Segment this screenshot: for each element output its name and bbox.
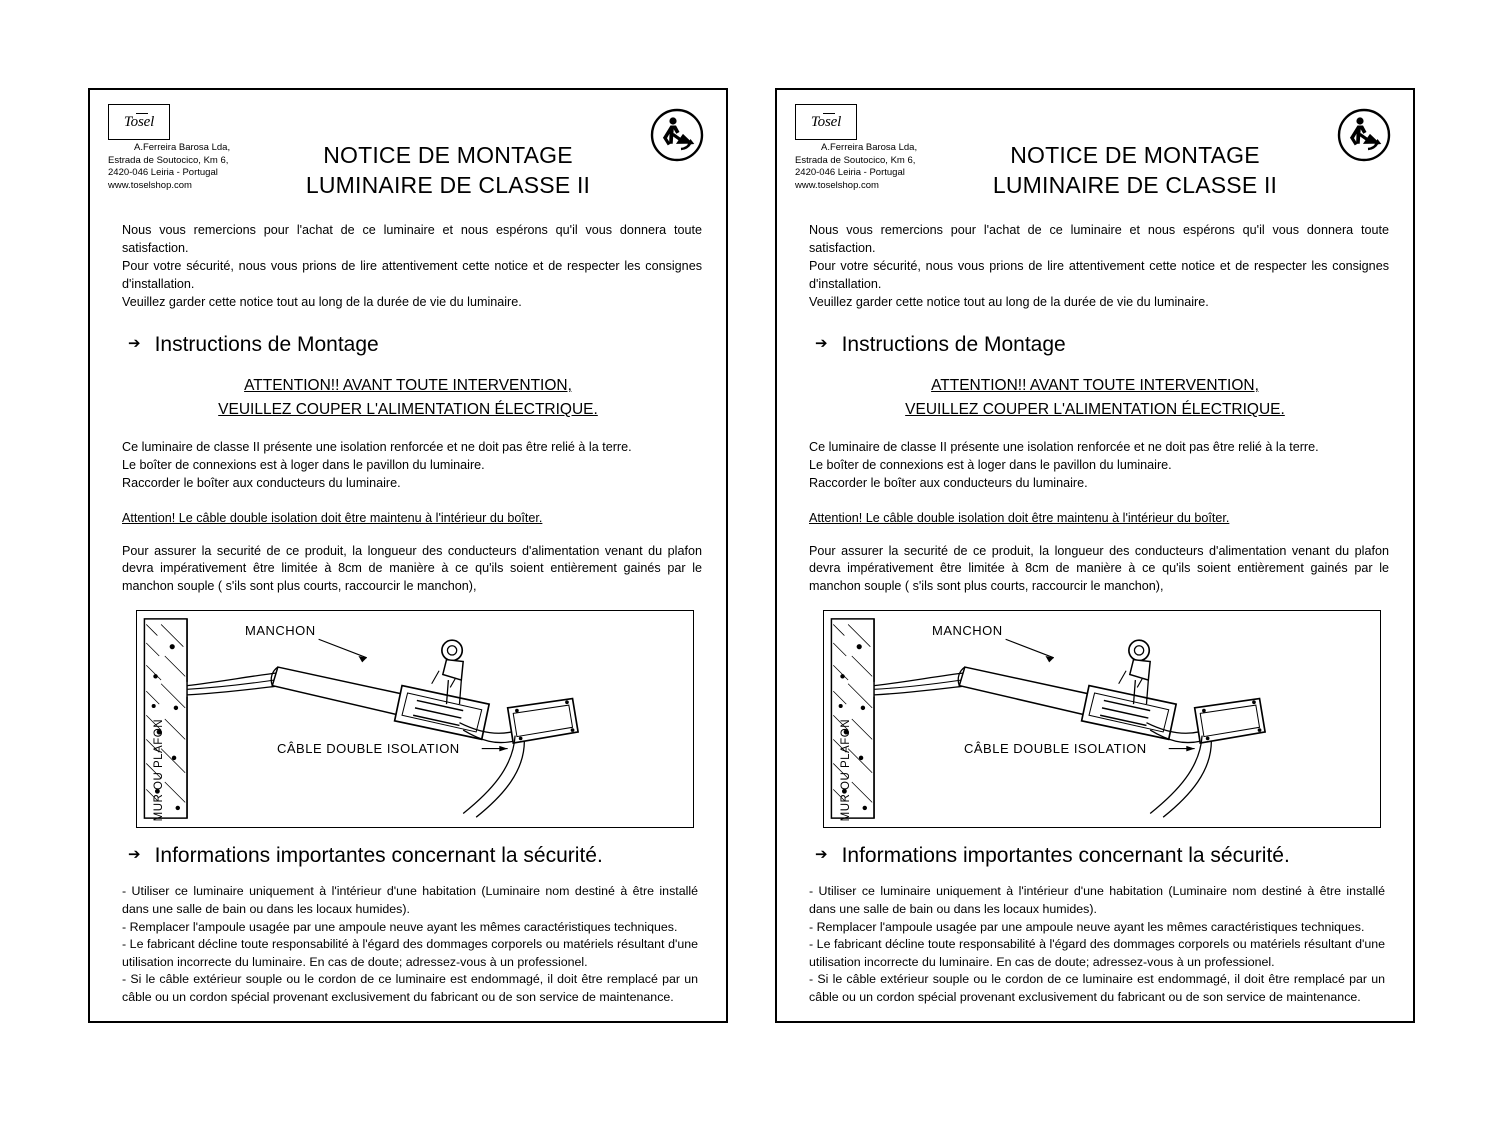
brand-block <box>795 104 967 192</box>
recycle-bin-icon <box>650 108 704 162</box>
class-info-text <box>108 439 708 493</box>
figure-label-manchon: MANCHON <box>245 623 316 639</box>
attention-note <box>795 511 1395 525</box>
section-title-safety: Informations importantes concernant la sécurité. <box>154 844 603 868</box>
safety-item: - Remplacer l'ampoule usagée par une ampoule neuve ayant les mêmes caractéristiques techniques. <box>809 919 1365 934</box>
safety-item: - Si le câble extérieur souple ou le cordon de ce luminaire est endommagé, il doit être remplacé par un câble ou un cordon spécial provenant exclusivement du fabricant ou de son service de maintenance. <box>809 972 1385 1004</box>
address-line-2: Estrada de Soutocico, Km 6, <box>108 154 229 166</box>
wiring-diagram-svg <box>137 611 693 826</box>
section-heading-instructions <box>815 333 1395 356</box>
safety-list <box>795 883 1395 1006</box>
warning-line-2: VEUILLEZ COUPER L'ALIMENTATION ÉLECTRIQUE. <box>905 400 1285 418</box>
arrow-right-icon: ➔ <box>128 845 141 863</box>
brand-block <box>108 104 280 192</box>
page-title <box>945 140 1325 201</box>
safety-item: - Le fabricant décline toute responsabilité à l'égard des dommages corporels ou matériels résultant d'une utilisation incorrecte du luminaire. En cas de doute; adressez-vous à un professionel. <box>809 937 1385 969</box>
address-line-2: Estrada de Soutocico, Km 6, <box>795 154 916 166</box>
instruction-sheet-right <box>775 88 1415 1023</box>
warning-block <box>108 374 708 421</box>
warning-line-1: ATTENTION!! AVANT TOUTE INTERVENTION, <box>931 377 1259 395</box>
length-note-text: Pour assurer la securité de ce produit, la longueur des conducteurs d'alimentation venant du plafon devra impérativement être limitée à 8cm de manière à ce qu'ils soient entièrement gainés par le manchon souple ( s'ils sont plus courts, raccourcir le manchon), <box>809 543 1389 594</box>
title-line-1: NOTICE DE MONTAGE <box>323 142 573 168</box>
address-line-3: 2420-046 Leiria - Portugal <box>108 167 218 179</box>
class-info-text <box>795 439 1395 493</box>
safety-item: - Le fabricant décline toute responsabilité à l'égard des dommages corporels ou matériels résultant d'une utilisation incorrecte du luminaire. En cas de doute; adressez-vous à un professionel. <box>122 937 698 969</box>
address-line-4: www.toselshop.com <box>108 179 192 191</box>
attention-note-text: Attention! Le câble double isolation doit être maintenu à l'intérieur du boîter. <box>809 510 1230 525</box>
wiring-diagram <box>823 610 1381 828</box>
intro-paragraph-1: Nous vous remercions pour l'achat de ce luminaire et nous espérons qu'il vous donnera toute satisfaction. <box>809 223 1389 255</box>
arrow-right-icon: ➔ <box>815 334 828 352</box>
warning-line-1: ATTENTION!! AVANT TOUTE INTERVENTION, <box>244 377 572 395</box>
title-line-2: LUMINAIRE DE CLASSE II <box>305 172 591 199</box>
safety-item: - Si le câble extérieur souple ou le cordon de ce luminaire est endommagé, il doit être remplacé par un câble ou un cordon spécial provenant exclusivement du fabricant ou de son service de maintenance. <box>122 972 698 1004</box>
section-heading-instructions <box>128 333 708 356</box>
class-info-line-2: Le boîter de connexions est à loger dans le pavillon du luminaire. <box>122 457 485 472</box>
class-info-line-2: Le boîter de connexions est à loger dans le pavillon du luminaire. <box>809 457 1172 472</box>
safety-list <box>108 883 708 1006</box>
arrow-right-icon: ➔ <box>815 845 828 863</box>
company-address <box>108 142 280 192</box>
length-note <box>795 543 1395 597</box>
class-info-line-3: Raccorder le boîter aux conducteurs du luminaire. <box>122 475 401 490</box>
sheet-header <box>108 104 708 200</box>
safety-item: - Utiliser ce luminaire uniquement à l'intérieur d'une habitation (Luminaire nom destiné à être installé dans une salle de bain ou dans les locaux humides). <box>122 884 698 916</box>
tosel-logo <box>795 104 857 140</box>
class-info-line-1: Ce luminaire de classe II présente une isolation renforcée et ne doit pas être relié à la terre. <box>809 439 1319 454</box>
company-address <box>795 142 967 192</box>
address-line-3: 2420-046 Leiria - Portugal <box>795 167 905 179</box>
intro-paragraph-3: Veuillez garder cette notice tout au long de la durée de vie du luminaire. <box>809 294 1209 309</box>
intro-paragraph-1: Nous vous remercions pour l'achat de ce luminaire et nous espérons qu'il vous donnera toute satisfaction. <box>122 223 702 255</box>
class-info-line-1: Ce luminaire de classe II présente une isolation renforcée et ne doit pas être relié à la terre. <box>122 439 632 454</box>
figure-label-manchon: MANCHON <box>932 623 1003 639</box>
attention-note <box>108 511 708 525</box>
title-line-1: NOTICE DE MONTAGE <box>1010 142 1260 168</box>
attention-note-text: Attention! Le câble double isolation doit être maintenu à l'intérieur du boîter. <box>122 510 543 525</box>
recycle-bin-icon <box>1337 108 1391 162</box>
logo-text: Tosel <box>810 113 842 130</box>
instruction-sheet-left <box>88 88 728 1023</box>
tosel-logo <box>108 104 170 140</box>
logo-text: Tosel <box>123 113 155 130</box>
intro-paragraph-3: Veuillez garder cette notice tout au long de la durée de vie du luminaire. <box>122 294 522 309</box>
figure-label-wall: MUR OU PLAFON <box>840 718 852 822</box>
warning-block <box>795 374 1395 421</box>
safety-item: - Remplacer l'ampoule usagée par une ampoule neuve ayant les mêmes caractéristiques techniques. <box>122 919 678 934</box>
warning-line-2: VEUILLEZ COUPER L'ALIMENTATION ÉLECTRIQUE. <box>218 400 598 418</box>
intro-paragraph-2: Pour votre sécurité, nous vous prions de lire attentivement cette notice et de respecter les consignes d'installation. <box>809 258 1389 291</box>
figure-label-cable: CÂBLE DOUBLE ISOLATION <box>277 741 460 757</box>
address-line-1: A.Ferreira Barosa Lda, <box>134 142 231 153</box>
sheet-header <box>795 104 1395 200</box>
page-title <box>258 140 638 201</box>
section-title-instructions: Instructions de Montage <box>841 333 1066 357</box>
address-line-1: A.Ferreira Barosa Lda, <box>821 142 918 153</box>
figure-label-wall: MUR OU PLAFON <box>153 718 165 822</box>
class-info-line-3: Raccorder le boîter aux conducteurs du luminaire. <box>809 475 1088 490</box>
section-title-safety: Informations importantes concernant la sécurité. <box>841 844 1290 868</box>
safety-item: - Utiliser ce luminaire uniquement à l'intérieur d'une habitation (Luminaire nom destiné à être installé dans une salle de bain ou dans les locaux humides). <box>809 884 1385 916</box>
intro-text <box>108 222 708 311</box>
length-note <box>108 543 708 597</box>
intro-paragraph-2: Pour votre sécurité, nous vous prions de lire attentivement cette notice et de respecter les consignes d'installation. <box>122 258 702 291</box>
length-note-text: Pour assurer la securité de ce produit, la longueur des conducteurs d'alimentation venant du plafon devra impérativement être limitée à 8cm de manière à ce qu'ils soient entièrement gainés par le manchon souple ( s'ils sont plus courts, raccourcir le manchon), <box>122 543 702 594</box>
wiring-diagram-svg <box>824 611 1380 826</box>
intro-text <box>795 222 1395 311</box>
wiring-diagram <box>136 610 694 828</box>
title-line-2: LUMINAIRE DE CLASSE II <box>992 172 1278 199</box>
arrow-right-icon: ➔ <box>128 334 141 352</box>
section-title-instructions: Instructions de Montage <box>154 333 379 357</box>
section-heading-safety <box>815 844 1395 867</box>
address-line-4: www.toselshop.com <box>795 179 879 191</box>
section-heading-safety <box>128 844 708 867</box>
figure-label-cable: CÂBLE DOUBLE ISOLATION <box>964 741 1147 757</box>
